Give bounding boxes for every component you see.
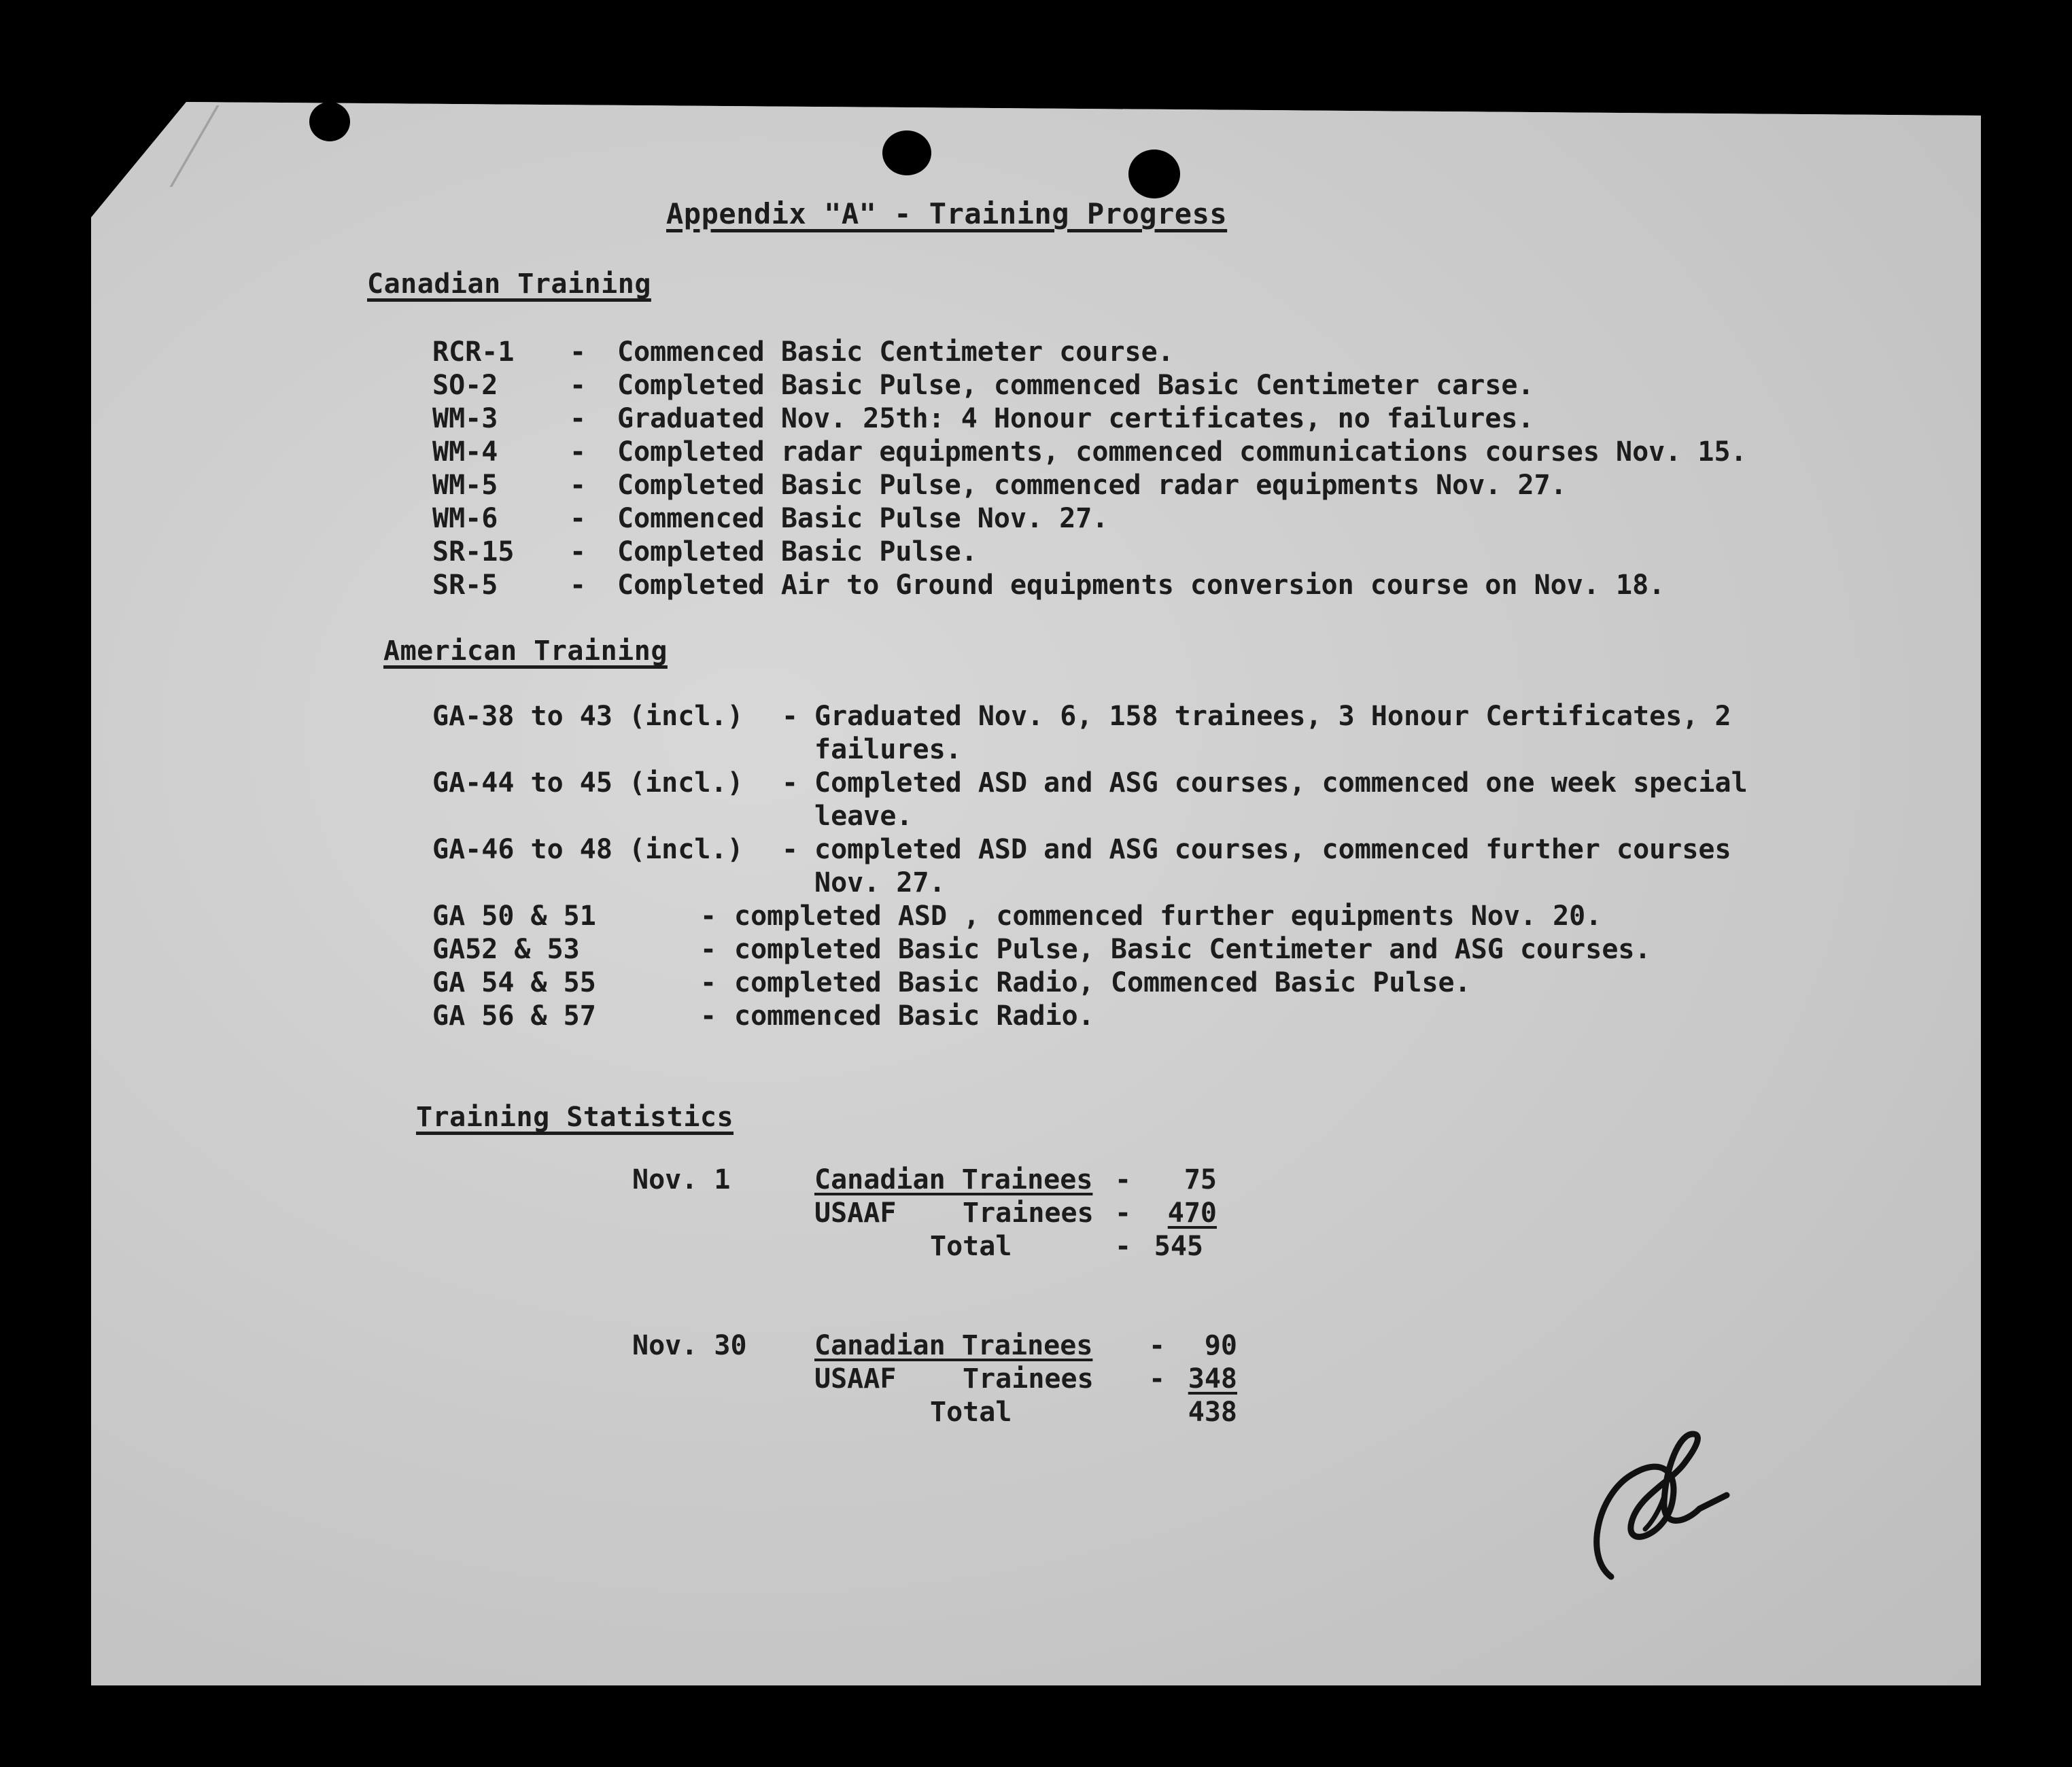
course-status-continued: leave. xyxy=(814,801,913,832)
punch-hole xyxy=(1128,150,1180,198)
course-status-continued: Nov. 27. xyxy=(814,867,946,898)
usaaf-label: USAAF xyxy=(814,1363,897,1395)
course-status: Commenced Basic Pulse Nov. 27. xyxy=(617,503,1109,534)
separator-dash: - xyxy=(700,1000,717,1032)
canadian-trainees-value: 90 xyxy=(1204,1330,1237,1361)
total-value: 545 xyxy=(1154,1231,1203,1262)
course-status: completed Basic Pulse, Basic Centimeter and ASG courses. xyxy=(734,934,1651,965)
canadian-trainees-label: Canadian Trainees xyxy=(814,1164,1093,1195)
stat-date: Nov. 30 xyxy=(632,1330,747,1361)
usaaf-trainees-value: 348 xyxy=(1188,1363,1237,1395)
separator-dash: - xyxy=(700,934,717,965)
page-title: Appendix "A" - Training Progress xyxy=(666,197,1228,230)
course-status: Completed Basic Pulse. xyxy=(617,536,978,567)
course-status: completed ASD and ASG courses, commenced further courses xyxy=(814,834,1731,865)
canadian-heading: Canadian Training xyxy=(367,268,651,300)
american-heading: American Training xyxy=(383,635,668,667)
separator-dash: - xyxy=(570,336,587,368)
separator-dash: - xyxy=(570,370,587,401)
separator-dash: - xyxy=(570,570,587,601)
total-label: Total xyxy=(930,1231,1012,1262)
course-code: SO-2 xyxy=(432,370,498,401)
separator-dash: - xyxy=(782,701,799,732)
course-status: Completed Basic Pulse, commenced radar equipments Nov. 27. xyxy=(617,470,1567,501)
usaaf-trainees-label: Trainees xyxy=(963,1363,1094,1395)
usaaf-label: USAAF xyxy=(814,1197,897,1229)
course-code: SR-5 xyxy=(432,570,498,601)
separator-dash: - xyxy=(1115,1197,1132,1229)
separator-dash: - xyxy=(782,834,799,865)
usaaf-trainees-label: Trainees xyxy=(963,1197,1094,1229)
separator-dash: - xyxy=(1115,1164,1132,1195)
course-code: SR-15 xyxy=(432,536,515,567)
usaaf-trainees-value: 470 xyxy=(1167,1197,1217,1229)
separator-dash: - xyxy=(700,967,717,998)
course-status: Completed Air to Ground equipments conversion course on Nov. 18. xyxy=(617,570,1665,601)
separator-dash: - xyxy=(570,403,587,434)
course-code: GA 54 & 55 xyxy=(432,967,596,998)
separator-dash: - xyxy=(570,503,587,534)
course-status: completed Basic Radio, Commenced Basic Pulse. xyxy=(734,967,1471,998)
separator-dash: - xyxy=(1149,1363,1166,1395)
course-code: GA-44 to 45 (incl.) xyxy=(432,767,744,799)
course-status: Graduated Nov. 25th: 4 Honour certificates, no failures. xyxy=(617,403,1534,434)
separator-dash: - xyxy=(1149,1330,1166,1361)
course-code: GA-46 to 48 (incl.) xyxy=(432,834,744,865)
course-code: GA52 & 53 xyxy=(432,934,580,965)
course-code: WM-5 xyxy=(432,470,498,501)
course-code: WM-4 xyxy=(432,436,498,468)
course-status: commenced Basic Radio. xyxy=(734,1000,1094,1032)
separator-dash: - xyxy=(570,470,587,501)
course-status: Completed radar equipments, commenced communications courses Nov. 15. xyxy=(617,436,1747,468)
separator-dash: - xyxy=(570,436,587,468)
total-value: 438 xyxy=(1188,1397,1237,1428)
course-status: Commenced Basic Centimeter course. xyxy=(617,336,1174,368)
course-status: Completed Basic Pulse, commenced Basic Centimeter carse. xyxy=(617,370,1534,401)
canadian-trainees-label: Canadian Trainees xyxy=(814,1330,1093,1361)
punch-hole xyxy=(309,102,350,141)
course-code: GA-38 to 43 (incl.) xyxy=(432,701,744,732)
statistics-heading: Training Statistics xyxy=(416,1102,734,1133)
course-status: completed ASD , commenced further equipments Nov. 20. xyxy=(734,900,1602,932)
course-status-continued: failures. xyxy=(814,734,962,765)
handwritten-initials xyxy=(1584,1420,1733,1597)
canadian-trainees-value: 75 xyxy=(1184,1164,1217,1195)
separator-dash: - xyxy=(782,767,799,799)
punch-hole xyxy=(882,130,931,175)
course-status: Graduated Nov. 6, 158 trainees, 3 Honour Certificates, 2 xyxy=(814,701,1731,732)
stat-date: Nov. 1 xyxy=(632,1164,731,1195)
separator-dash: - xyxy=(1115,1231,1132,1262)
separator-dash: - xyxy=(570,536,587,567)
separator-dash: - xyxy=(700,900,717,932)
course-code: RCR-1 xyxy=(432,336,515,368)
course-code: GA 56 & 57 xyxy=(432,1000,596,1032)
course-code: WM-3 xyxy=(432,403,498,434)
total-label: Total xyxy=(930,1397,1012,1428)
course-code: GA 50 & 51 xyxy=(432,900,596,932)
course-code: WM-6 xyxy=(432,503,498,534)
course-status: Completed ASD and ASG courses, commenced one week special xyxy=(814,767,1748,799)
